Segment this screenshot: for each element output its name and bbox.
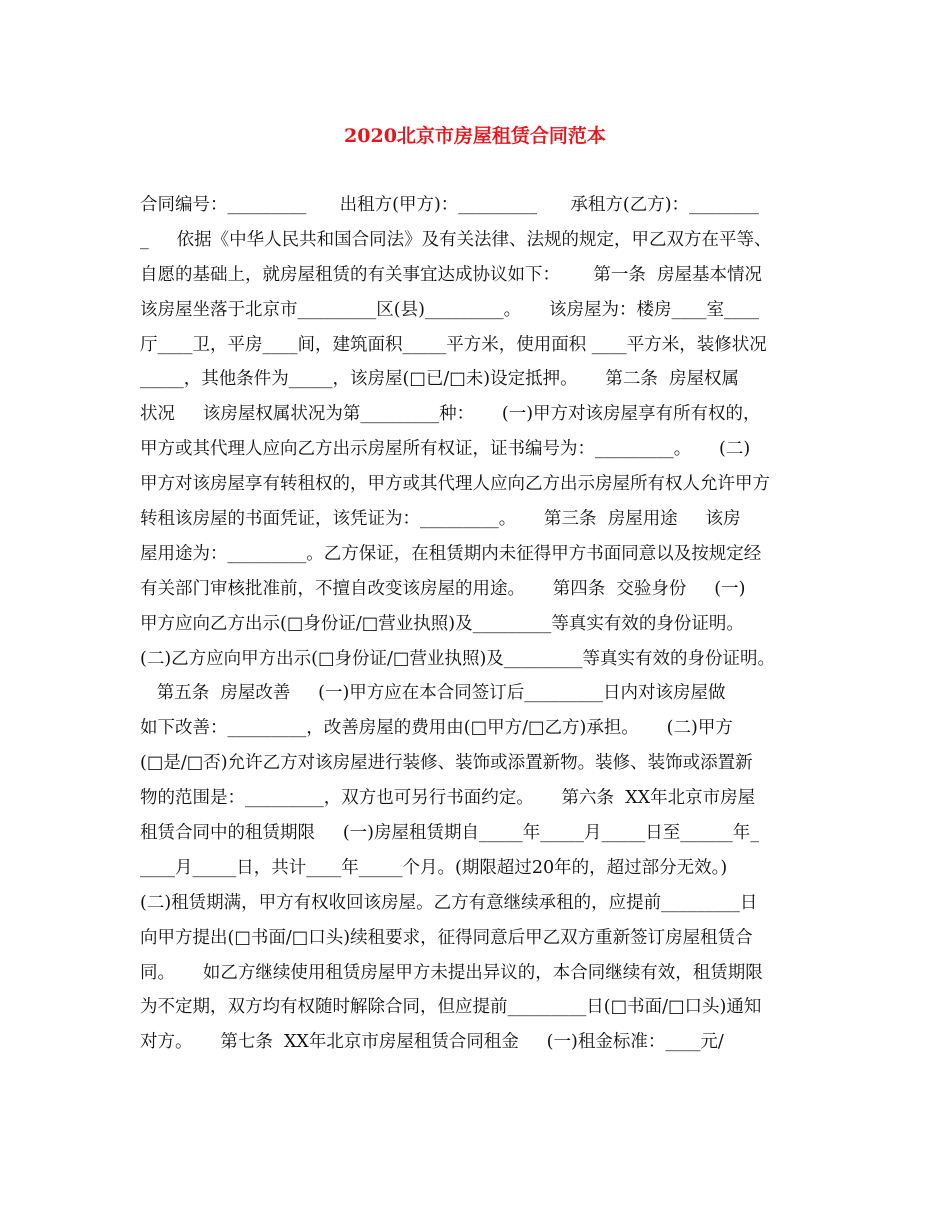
body-line: 屋用途为：_________。乙方保证，在租赁期内未征得甲方书面同意以及按规定经 <box>140 543 762 564</box>
body-line: 自愿的基础上，就房屋租赁的有关事宜达成协议如下： 第一条 房屋基本情况 <box>140 264 762 285</box>
body-line: 甲方对该房屋享有转租权的，甲方或其代理人应向乙方出示房屋所有权人允许甲方 <box>140 474 770 495</box>
body-line: 甲方或其代理人应向乙方出示房屋所有权证，证书编号为：_________。 (二) <box>140 439 751 460</box>
contract-body <box>140 188 820 1060</box>
body-line: 合同编号：_________ 出租方(甲方)：_________ 承租方(乙方)：________ <box>140 195 760 215</box>
body-line: 该房屋坐落于北京市_________区(县)_________。 该房屋为：楼房____室____ <box>140 299 759 320</box>
body-line: 有关部门审核批准前，不擅自改变该房屋的用途。 第四条 交验身份 (一) <box>140 578 746 599</box>
body-line: 如下改善：_________，改善房屋的费用由(□甲方/□乙方)承担。 (二)甲方 <box>140 718 733 739</box>
body-line: 向甲方提出(□书面/□口头)续租要求，征得同意后甲乙双方重新签订房屋租赁合 <box>140 927 753 948</box>
body-line: 物的范围是：_________，双方也可另行书面约定。 第六条 XX年北京市房屋 <box>140 788 756 809</box>
body-line: 租赁合同中的租赁期限 (一)房屋租赁期自_____年_____月_____日至______年_ <box>140 823 759 844</box>
body-line: _ 依据《中华人民共和国合同法》及有关法律、法规的规定，甲乙双方在平等、 <box>140 229 772 250</box>
body-line: 为不定期，双方均有权随时解除合同，但应提前_________日(□书面/□口头)通知 <box>140 997 762 1018</box>
body-line: 厅____卫，平房____间，建筑面积_____平方米，使用面积 ____平方米，装修状况 <box>140 334 767 355</box>
body-line: 转租该房屋的书面凭证，该凭证为：_________。 第三条 房屋用途 该房 <box>140 509 741 530</box>
body-line: 对方。 第七条 XX年北京市房屋租赁合同租金 (一)租金标准：____元/ <box>140 1032 724 1053</box>
document-title: 2020北京市房屋租赁合同范本 <box>344 125 606 147</box>
body-line: _____，其他条件为_____，该房屋(□已/□未)设定抵押。 第二条 房屋权属 <box>140 369 740 390</box>
body-line: 甲方应向乙方出示(□身份证/□营业执照)及_________等真实有效的身份证明。 <box>140 613 744 634</box>
body-line: 同。 如乙方继续使用租赁房屋甲方未提出异议的，本合同继续有效，租赁期限 <box>140 962 763 983</box>
body-line: 第五条 房屋改善 (一)甲方应在本合同签订后_________日内对该房屋做 <box>140 683 726 704</box>
body-line: (二)乙方应向甲方出示(□身份证/□营业执照)及_________等真实有效的身份证明。 <box>140 648 776 669</box>
body-line: ____月_____日，共计____年_____个月。(期限超过20年的，超过部分无效。) <box>140 857 728 878</box>
body-line: 状况 该房屋权属状况为第_________种： (一)甲方对该房屋享有所有权的， <box>140 404 761 425</box>
body-line: (□是/□否)允许乙方对该房屋进行装修、装饰或添置新物。装修、装饰或添置新 <box>140 753 753 774</box>
body-line: (二)租赁期满，甲方有权收回该房屋。乙方有意继续承租的，应提前_________日 <box>140 892 758 913</box>
